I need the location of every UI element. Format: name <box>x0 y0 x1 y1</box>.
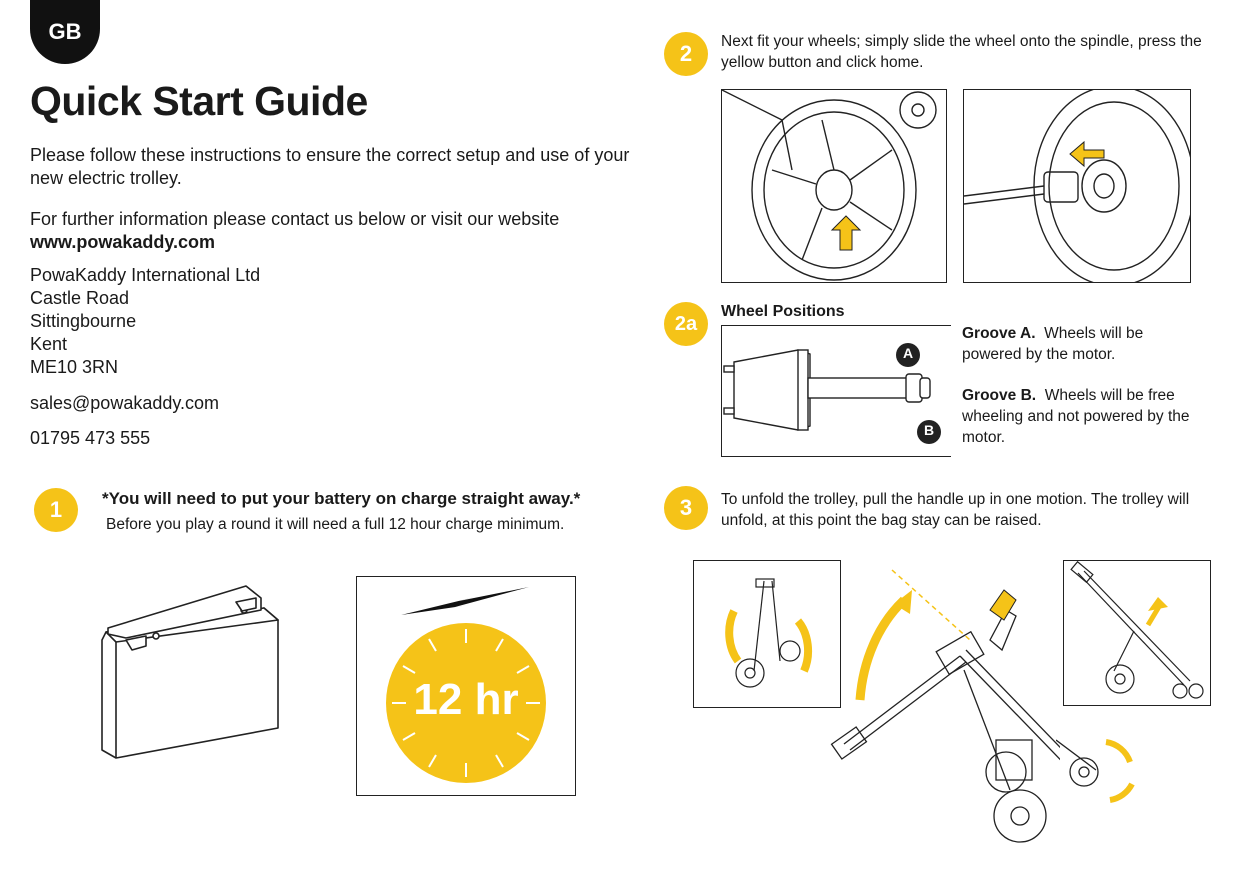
step-3-number: 3 <box>679 495 693 520</box>
website-link[interactable]: www.powakaddy.com <box>30 232 216 252</box>
lightning-icon <box>401 587 529 615</box>
address-line: Sittingbourne <box>30 311 137 331</box>
step-3-badge <box>664 486 708 530</box>
step-2a-number: 2a <box>674 312 698 335</box>
wheel-fit-image <box>721 89 947 283</box>
unfolded-trolley-illustration <box>1064 561 1210 705</box>
groove-a-title: Groove A. <box>962 325 1036 342</box>
page-title: Quick Start Guide <box>30 78 368 124</box>
step-1-number: 1 <box>49 497 63 522</box>
step-1-badge <box>34 488 78 532</box>
step-2-text: Next fit your wheels; simply slide the wheel onto the spindle, press the yellow button and click home. <box>721 33 1202 71</box>
address-block <box>30 264 260 379</box>
folded-trolley-illustration <box>694 561 840 707</box>
step-2-badge <box>664 32 708 76</box>
unfolded-trolley-image <box>1063 560 1211 706</box>
address-line: ME10 3RN <box>30 357 119 377</box>
groove-a-description <box>962 323 1202 365</box>
spindle-image <box>963 89 1191 283</box>
folded-trolley-image <box>693 560 841 708</box>
groove-b-text: Wheels will be free wheeling and not powered by the motor. <box>962 387 1190 446</box>
spindle-illustration <box>964 90 1190 282</box>
wheel-illustration <box>722 90 946 282</box>
battery-illustration <box>96 580 286 765</box>
contact-text <box>30 208 630 254</box>
language-tab <box>30 0 100 64</box>
arrow-left-icon <box>1070 142 1104 166</box>
step-1-warning: *You will need to put your battery on charge straight away.* <box>102 489 581 508</box>
intro-text: Please follow these instructions to ensure the correct setup and use of your new electric trolley. <box>30 145 630 188</box>
address-line: Kent <box>30 334 68 354</box>
axle-diagram <box>721 325 951 457</box>
step-2-number: 2 <box>679 41 693 66</box>
step-3-text: To unfold the trolley, pull the handle up in one motion. The trolley will unfold, at this point the bag stay can be raised. <box>721 491 1190 529</box>
phone-number: 01795 473 555 <box>30 428 151 448</box>
step-1-text: Before you play a round it will need a full 12 hour charge minimum. <box>106 516 565 533</box>
arrow-up-icon <box>832 216 860 250</box>
contact-sentence: For further information please contact us below or visit our website <box>30 209 560 229</box>
address-line: PowaKaddy International Ltd <box>30 265 261 285</box>
charge-time-panel <box>356 576 576 796</box>
address-line: Castle Road <box>30 288 130 308</box>
groove-b-description <box>962 385 1202 448</box>
marker-b-label: B <box>923 422 935 438</box>
unfolding-trolley-illustration <box>830 560 1060 860</box>
email-link[interactable]: sales@powakaddy.com <box>30 393 220 413</box>
groove-a-text: Wheels will be powered by the motor. <box>962 325 1144 363</box>
charge-time-label: 12 hr <box>413 675 519 724</box>
marker-a-label: A <box>902 345 914 361</box>
groove-b-title: Groove B. <box>962 387 1037 404</box>
language-label: GB <box>48 19 82 44</box>
step-2a-badge <box>664 302 708 346</box>
wheel-positions-heading: Wheel Positions <box>721 303 845 320</box>
